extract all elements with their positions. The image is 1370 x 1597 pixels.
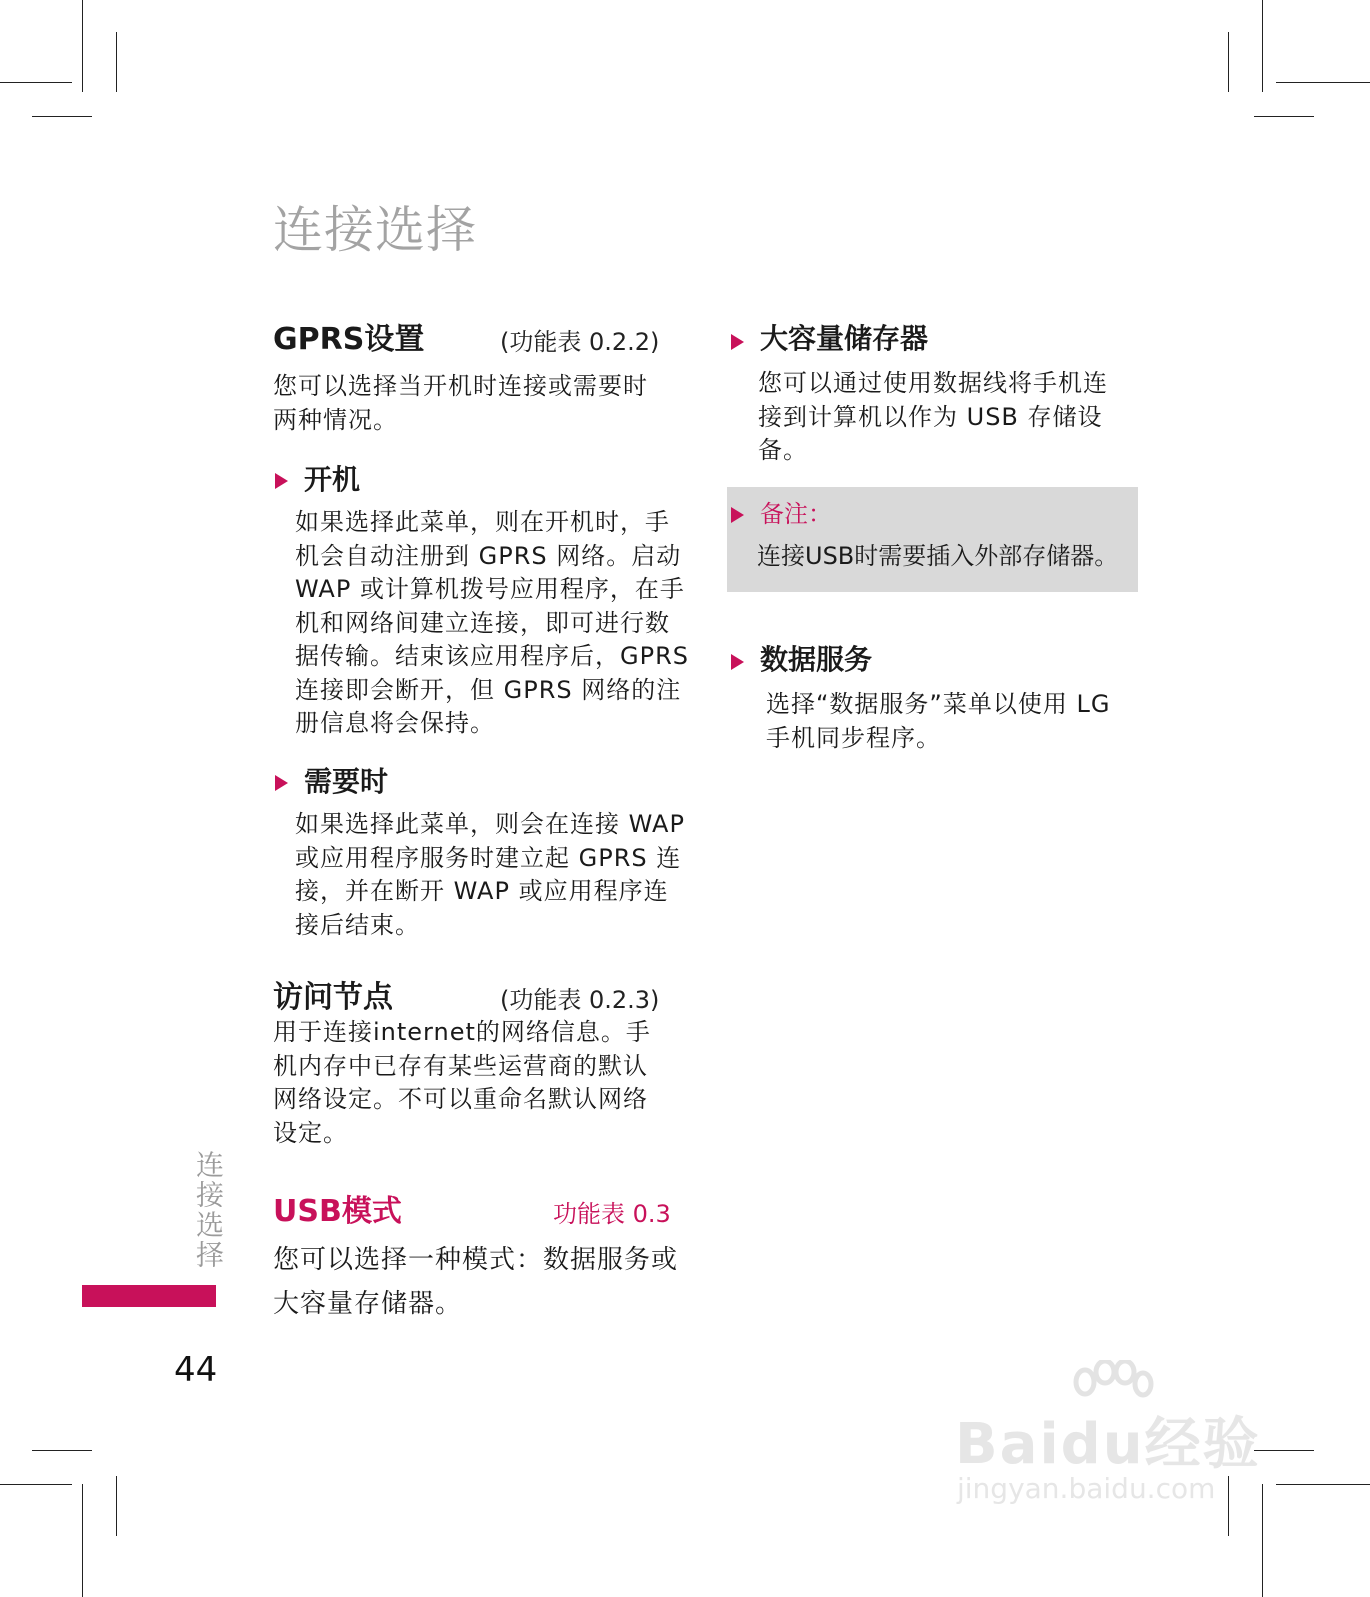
section-accent-bar [82, 1285, 216, 1307]
poweron-title: 开机 [304, 463, 361, 496]
text-line: WAP 或计算机拨号应用程序，在手 [295, 575, 685, 603]
crop-mark [32, 1450, 92, 1451]
crop-mark [1254, 116, 1314, 117]
text-line: 设定。 [273, 1118, 348, 1147]
watermark-brand: Baidu经验 [955, 1412, 1261, 1477]
text-line: 如果选择此菜单，则会在连接 WAP [295, 810, 685, 838]
text-line: 接，并在断开 WAP 或应用程序连 [295, 877, 669, 905]
gprs-intro [273, 370, 648, 437]
bullet-triangle-icon [731, 654, 744, 670]
text-line: 接后结束。 [295, 910, 420, 939]
page-title: 连接选择 [273, 201, 477, 259]
bullet-triangle-icon [275, 473, 288, 489]
page-number: 44 [174, 1350, 218, 1390]
crop-mark [0, 1484, 72, 1485]
data-service-title: 数据服务 [760, 643, 873, 676]
side-section-label: 连接选择 [192, 1150, 225, 1270]
data-service-body [766, 688, 1110, 755]
whenneeded-body [295, 808, 685, 942]
gprs-menu-ref: (功能表 0.2.2) [500, 328, 660, 356]
text-line: 您可以选择当开机时连接或需要时 [273, 372, 648, 400]
gprs-title: GPRS设置 [273, 322, 425, 357]
crop-mark [1228, 32, 1229, 92]
crop-mark [32, 116, 92, 117]
text-line: 两种情况。 [273, 405, 398, 434]
access-point-body [273, 1016, 651, 1150]
text-line: 机会自动注册到 GPRS 网络。启动 [295, 541, 682, 570]
access-point-title: 访问节点 [273, 980, 393, 1015]
baidu-watermark [955, 1360, 1265, 1510]
text-line: 您可以选择一种模式：数据服务或 [273, 1245, 679, 1275]
mass-storage-body [758, 367, 1108, 468]
text-line: 连接即会断开，但 GPRS 网络的注 [295, 675, 682, 704]
text-line: 选择“数据服务”菜单以使用 LG [766, 690, 1111, 718]
text-line: 据传输。结束该应用程序后，GPRS [295, 642, 689, 670]
text-line: 手机同步程序。 [766, 723, 941, 752]
crop-mark [82, 0, 83, 92]
text-line: 大容量存储器。 [273, 1289, 463, 1319]
crop-mark [116, 1476, 117, 1536]
crop-mark [1276, 1484, 1370, 1485]
poweron-body [295, 506, 689, 741]
usb-mode-title: USB模式 [273, 1194, 402, 1229]
text-line: 网络设定。不可以重命名默认网络 [273, 1085, 648, 1113]
crop-mark [0, 82, 72, 83]
usb-mode-body [273, 1238, 678, 1326]
text-line: 机和网络间建立连接，即可进行数 [295, 608, 670, 637]
bullet-triangle-icon [731, 507, 744, 523]
crop-mark [1276, 82, 1370, 83]
text-line: 用于连接internet的网络信息。手 [273, 1018, 651, 1046]
text-line: 册信息将会保持。 [295, 709, 495, 737]
crop-mark [1262, 0, 1263, 92]
access-point-menu-ref: (功能表 0.2.3) [500, 986, 660, 1014]
mass-storage-title: 大容量储存器 [760, 322, 929, 355]
watermark-url: jingyan.baidu.com [957, 1472, 1216, 1505]
text-line: 备。 [758, 436, 808, 464]
note-text: 连接USB时需要插入外部存储器。 [757, 542, 1119, 570]
text-line: 机内存中已存有某些运营商的默认 [273, 1051, 648, 1080]
bullet-triangle-icon [275, 775, 288, 791]
text-line: 或应用程序服务时建立起 GPRS 连 [295, 843, 682, 872]
crop-mark [116, 32, 117, 92]
text-line: 接到计算机以作为 USB 存储设 [758, 402, 1103, 431]
note-label: 备注： [760, 500, 832, 528]
usb-mode-menu-ref: 功能表 0.3 [553, 1200, 671, 1228]
bullet-triangle-icon [731, 334, 744, 350]
text-line: 如果选择此菜单，则在开机时，手 [295, 508, 670, 536]
whenneeded-title: 需要时 [304, 765, 389, 798]
text-line: 您可以通过使用数据线将手机连 [758, 369, 1108, 397]
crop-mark [82, 1484, 83, 1597]
